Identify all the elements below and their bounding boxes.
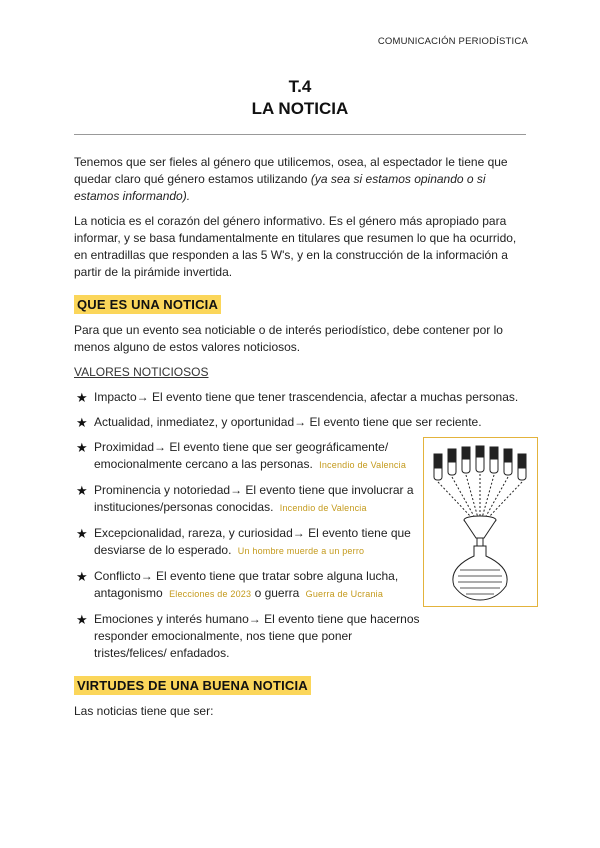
- header-subject: COMUNICACIÓN PERIODÍSTICA: [377, 36, 528, 47]
- section-heading-virtudes: VIRTUDES DE UNA BUENA NOTICIA: [74, 676, 311, 695]
- list-item-text: Emociones y interés humano→ El evento tiene que hacernos responder emocionalmente, nos tiene que poner tristes/felices/ enfadados.: [94, 612, 420, 660]
- star-icon: ★: [76, 440, 88, 455]
- title-divider: [74, 134, 526, 135]
- intro-p1-text: Tenemos que ser fieles al género que utilicemos, osea, al espectador le tiene que quedar claro qué género estamos utilizando: [74, 155, 508, 186]
- list-item: [74, 439, 424, 474]
- pouring-lines: [438, 474, 522, 518]
- example-tag: Un hombre muerde a un perro: [237, 546, 365, 556]
- funnel-illustration: [423, 437, 538, 607]
- section-heading-que-es: QUE ES UNA NOTICIA: [74, 295, 221, 314]
- example-tag: Guerra de Ucrania: [305, 589, 384, 599]
- star-icon: ★: [76, 390, 88, 405]
- list-item: [74, 389, 526, 406]
- page-title: [0, 76, 600, 120]
- star-icon: ★: [76, 526, 88, 541]
- star-icon: ★: [76, 415, 88, 430]
- list-item-text: Actualidad, inmediatez, y oportunidad→ El evento tiene que ser reciente.: [94, 415, 482, 429]
- list-item: [74, 414, 526, 431]
- example-tag: Incendio de Valencia: [279, 503, 367, 513]
- list-item: [74, 525, 424, 560]
- section2-paragraph: Las noticias tiene que ser:: [74, 704, 214, 718]
- star-icon: ★: [76, 569, 88, 584]
- intro-paragraph-1: [74, 154, 526, 205]
- list-item: [74, 611, 424, 662]
- subheading-valores: VALORES NOTICIOSOS: [74, 365, 209, 379]
- example-tag: Elecciones de 2023: [169, 589, 252, 599]
- list-item-text: Excepcionalidad, rareza, y curiosidad→ El evento tiene que desviarse de lo esperado.: [94, 526, 411, 557]
- intro-paragraph-2: La noticia es el corazón del género informativo. Es el género más apropiado para informar, y se basa fundamentalmente en titulares que resumen lo que ha ocurrido, en entradillas que responden a las 5 W's, y en la construcción de la información a partir de la pirámide invertida.: [74, 214, 517, 279]
- example-tag: Incendio de Valencia: [319, 460, 407, 470]
- list-item-text: o guerra: [254, 586, 300, 600]
- list-item-text: Proximidad→ El evento tiene que ser geográficamente/ emocionalmente cercano a las personas.: [94, 440, 389, 471]
- intro-p1-italic: (ya sea si estamos opinando o si estamos informando).: [74, 172, 486, 203]
- list-item: [74, 568, 424, 603]
- list-item-text: Impacto→ El evento tiene que tener trascendencia, afectar a muchas personas.: [94, 390, 519, 404]
- title-topic-name: LA NOTICIA: [251, 99, 349, 118]
- funnel-drawing: [424, 438, 537, 606]
- list-item: [74, 482, 424, 517]
- list-item-text: Prominencia y notoriedad→ El evento tiene que involucrar a instituciones/personas conocidas.: [94, 483, 414, 514]
- title-topic-number: T.4: [288, 77, 312, 96]
- section1-paragraph: Para que un evento sea noticiable o de interés periodístico, debe contener por lo menos alguno de estos valores noticiosos.: [74, 323, 503, 354]
- star-icon: ★: [76, 483, 88, 498]
- list-item-text: Conflicto→ El evento tiene que tratar sobre alguna lucha, antagonismo: [94, 569, 399, 600]
- star-icon: ★: [76, 612, 88, 627]
